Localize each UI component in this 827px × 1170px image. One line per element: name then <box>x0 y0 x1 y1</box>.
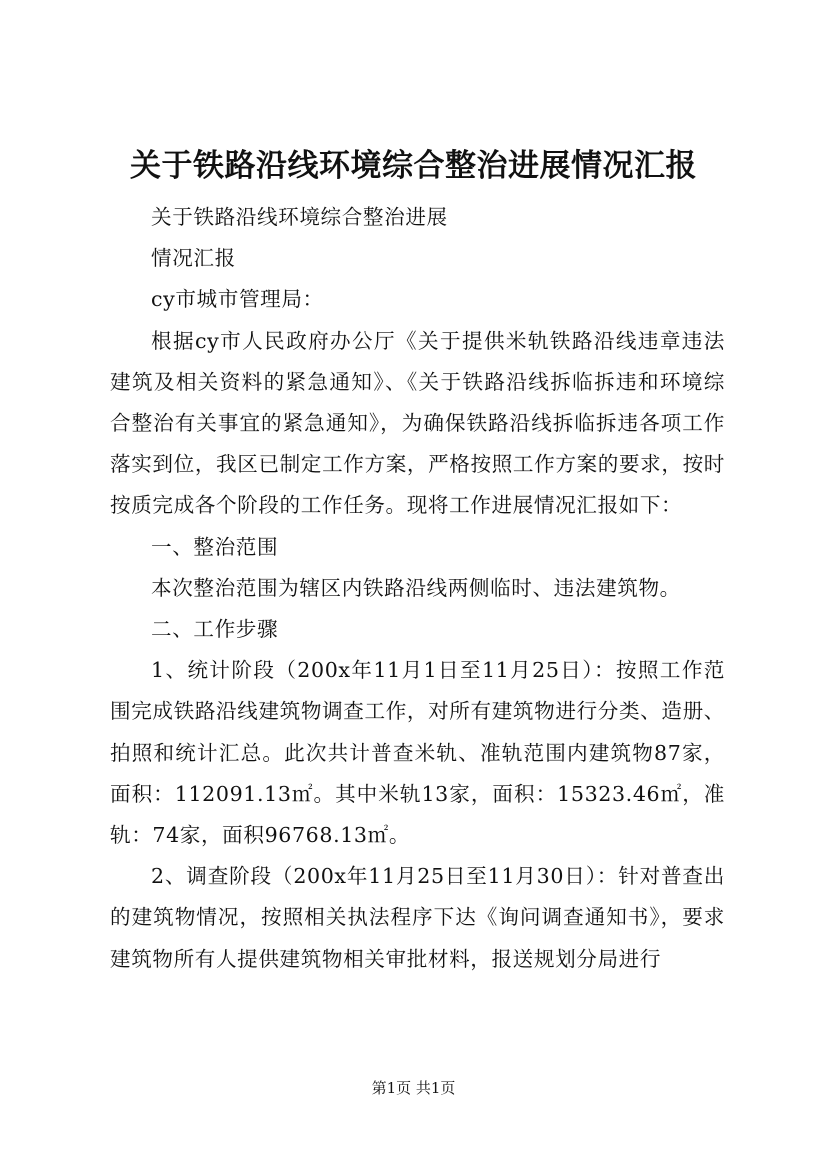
step-1-paragraph: 1、统计阶段（200x年11月1日至11月25日）：按照工作范围完成铁路沿线建筑物调查工作，对所有建筑物进行分类、造册、拍照和统计汇总。此次共计普查米轨、准轨范围内建筑物87家，面积：112091.13㎡。其中米轨13家，面积：15323.46㎡，准轨：74家，面积96768.13㎡。 <box>110 658 725 848</box>
subtitle-line-2: 情况汇报 <box>151 246 236 271</box>
section-heading-steps: 二、工作步骤 <box>151 617 279 642</box>
salutation: cy市城市管理局： <box>151 287 324 312</box>
document-title: 关于铁路沿线环境综合整治进展情况汇报 <box>130 148 697 184</box>
page-footer: 第1页 共1页 <box>371 1079 456 1097</box>
section-heading-scope: 一、整治范围 <box>151 534 279 559</box>
step-2-paragraph: 2、调查阶段（200x年11月25日至11月30日）：针对普查出的建筑物情况，按照相关执法程序下达《询问调查通知书》，要求建筑物所有人提供建筑物相关审批材料，报送规划分局进行 <box>110 864 725 971</box>
scope-paragraph: 本次整治范围为辖区内铁路沿线两侧临时、违法建筑物。 <box>151 575 681 600</box>
subtitle-line-1: 关于铁路沿线环境综合整治进展 <box>151 205 448 229</box>
intro-paragraph: 根据cy市人民政府办公厅《关于提供米轨铁路沿线违章违法建筑及相关资料的紧急通知》、《关于铁路沿线拆临拆违和环境综合整治有关事宜的紧急通知》，为确保铁路沿线拆临拆违各项工作落实到位，我区已制定工作方案，严格按照工作方案的要求，按时按质完成各个阶段的工作任务。现将工作进展情况汇报如下： <box>110 328 725 518</box>
document-body <box>110 197 725 980</box>
